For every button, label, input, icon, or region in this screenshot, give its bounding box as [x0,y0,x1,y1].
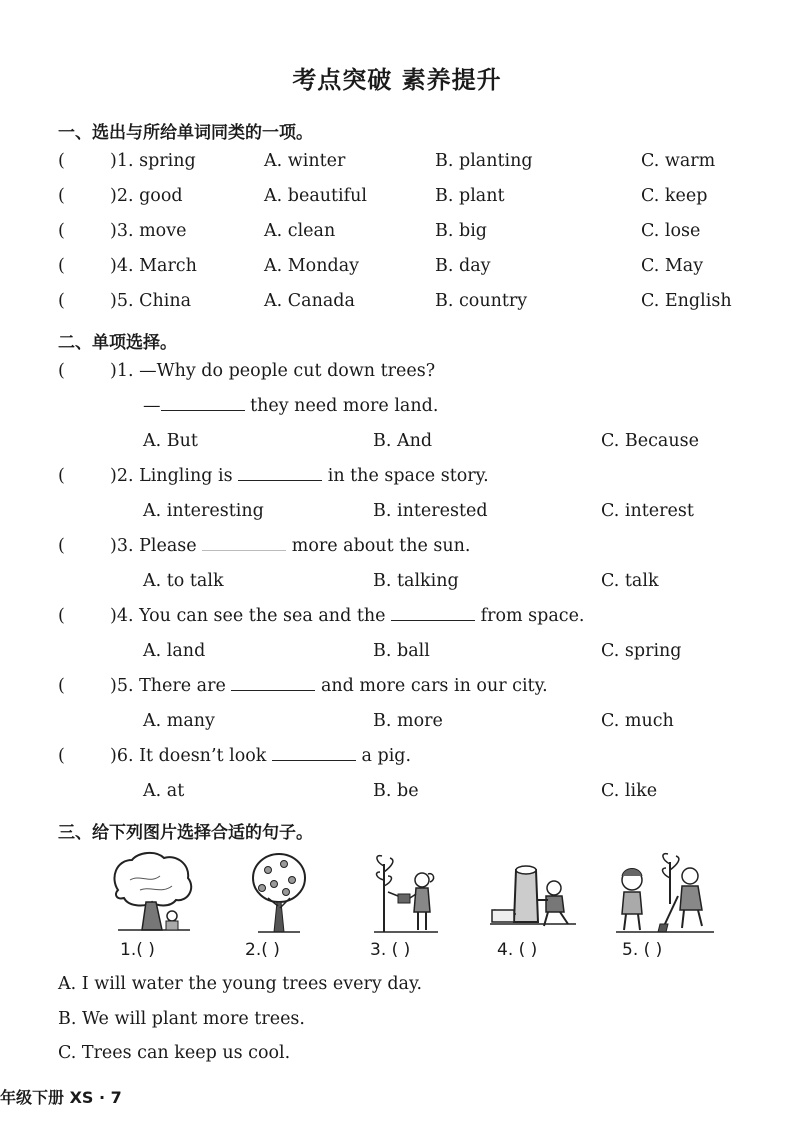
picture-label-5[interactable]: 5. ( ) [622,940,663,960]
question-word: )3. move [110,221,187,241]
fill-blank[interactable] [202,536,286,551]
option-a: A. land [143,641,206,661]
sentence-a: A. I will water the young trees every day. [58,974,423,994]
option-b: B. interested [373,501,488,521]
option-c: C. spring [601,641,682,661]
option-b: B. ball [373,641,430,661]
option-b: B. plant [435,186,505,206]
section2-heading: 二、单项选择。 [58,333,177,353]
option-a: A. to talk [143,571,224,591]
question-text: )2. Lingling is in the space story. [110,466,489,486]
tree-shade-picture [110,850,196,934]
picture-label-1[interactable]: 1.( ) [120,940,155,960]
option-b: B. be [373,781,419,801]
option-b: B. big [435,221,487,241]
picture-label-2[interactable]: 2.( ) [245,940,280,960]
sentence-b: B. We will plant more trees. [58,1009,305,1029]
fill-blank[interactable] [161,396,245,411]
answer-paren[interactable]: ( [58,466,65,486]
option-a: A. Canada [264,291,355,311]
answer-paren[interactable]: ( [58,536,65,556]
question-text: )3. Please more about the sun. [110,536,471,556]
question-word: )4. March [110,256,197,276]
question-text: )1. —Why do people cut down trees? [110,361,436,381]
option-c: C. interest [601,501,694,521]
fill-blank[interactable] [391,606,475,621]
answer-paren[interactable]: ( [58,676,65,696]
option-a: A. many [143,711,215,731]
question-word: )2. good [110,186,183,206]
fruit-tree-picture [244,852,314,936]
question-word: )1. spring [110,151,196,171]
option-a: A. at [143,781,185,801]
option-b: B. And [373,431,433,451]
option-a: A. interesting [143,501,264,521]
question-text: )6. It doesn’t look a pig. [110,746,412,766]
question-text-line2: — they need more land. [143,396,439,416]
answer-paren[interactable]: ( [58,221,65,241]
fill-blank[interactable] [231,676,315,691]
fill-blank[interactable] [238,466,322,481]
option-b: B. country [435,291,528,311]
sentence-c: C. Trees can keep us cool. [58,1043,291,1063]
answer-paren[interactable]: ( [58,361,65,381]
option-c: C. talk [601,571,659,591]
option-c: C. Because [601,431,699,451]
section3-heading: 三、给下列图片选择合适的句子。 [58,823,313,843]
answer-paren[interactable]: ( [58,291,65,311]
planting-trees-picture [612,852,718,936]
page-footer: 年级下册 XS · 7 [0,1088,122,1107]
option-c: C. May [641,256,704,276]
answer-paren[interactable]: ( [58,256,65,276]
option-b: B. more [373,711,443,731]
option-c: C. warm [641,151,716,171]
question-text: )5. There are and more cars in our city. [110,676,548,696]
answer-paren[interactable]: ( [58,186,65,206]
option-c: C. like [601,781,658,801]
option-c: C. much [601,711,674,731]
option-b: B. talking [373,571,459,591]
option-c: C. lose [641,221,701,241]
option-a: A. clean [264,221,336,241]
answer-paren[interactable]: ( [58,746,65,766]
fill-blank[interactable] [272,746,356,761]
answer-paren[interactable]: ( [58,606,65,626]
option-c: C. keep [641,186,708,206]
picture-label-3[interactable]: 3. ( ) [370,940,411,960]
option-b: B. day [435,256,491,276]
question-word: )5. China [110,291,192,311]
answer-paren[interactable]: ( [58,151,65,171]
question-text: )4. You can see the sea and the from space. [110,606,585,626]
option-a: A. But [143,431,198,451]
page-title: 考点突破 素养提升 [292,66,502,94]
option-b: B. planting [435,151,533,171]
option-a: A. beautiful [264,186,368,206]
cut-tree-picture [488,856,578,936]
option-c: C. English [641,291,732,311]
option-a: A. Monday [264,256,360,276]
section1-heading: 一、选出与所给单词同类的一项。 [58,123,313,143]
picture-label-4[interactable]: 4. ( ) [497,940,538,960]
watering-tree-picture [368,852,444,936]
option-a: A. winter [264,151,346,171]
